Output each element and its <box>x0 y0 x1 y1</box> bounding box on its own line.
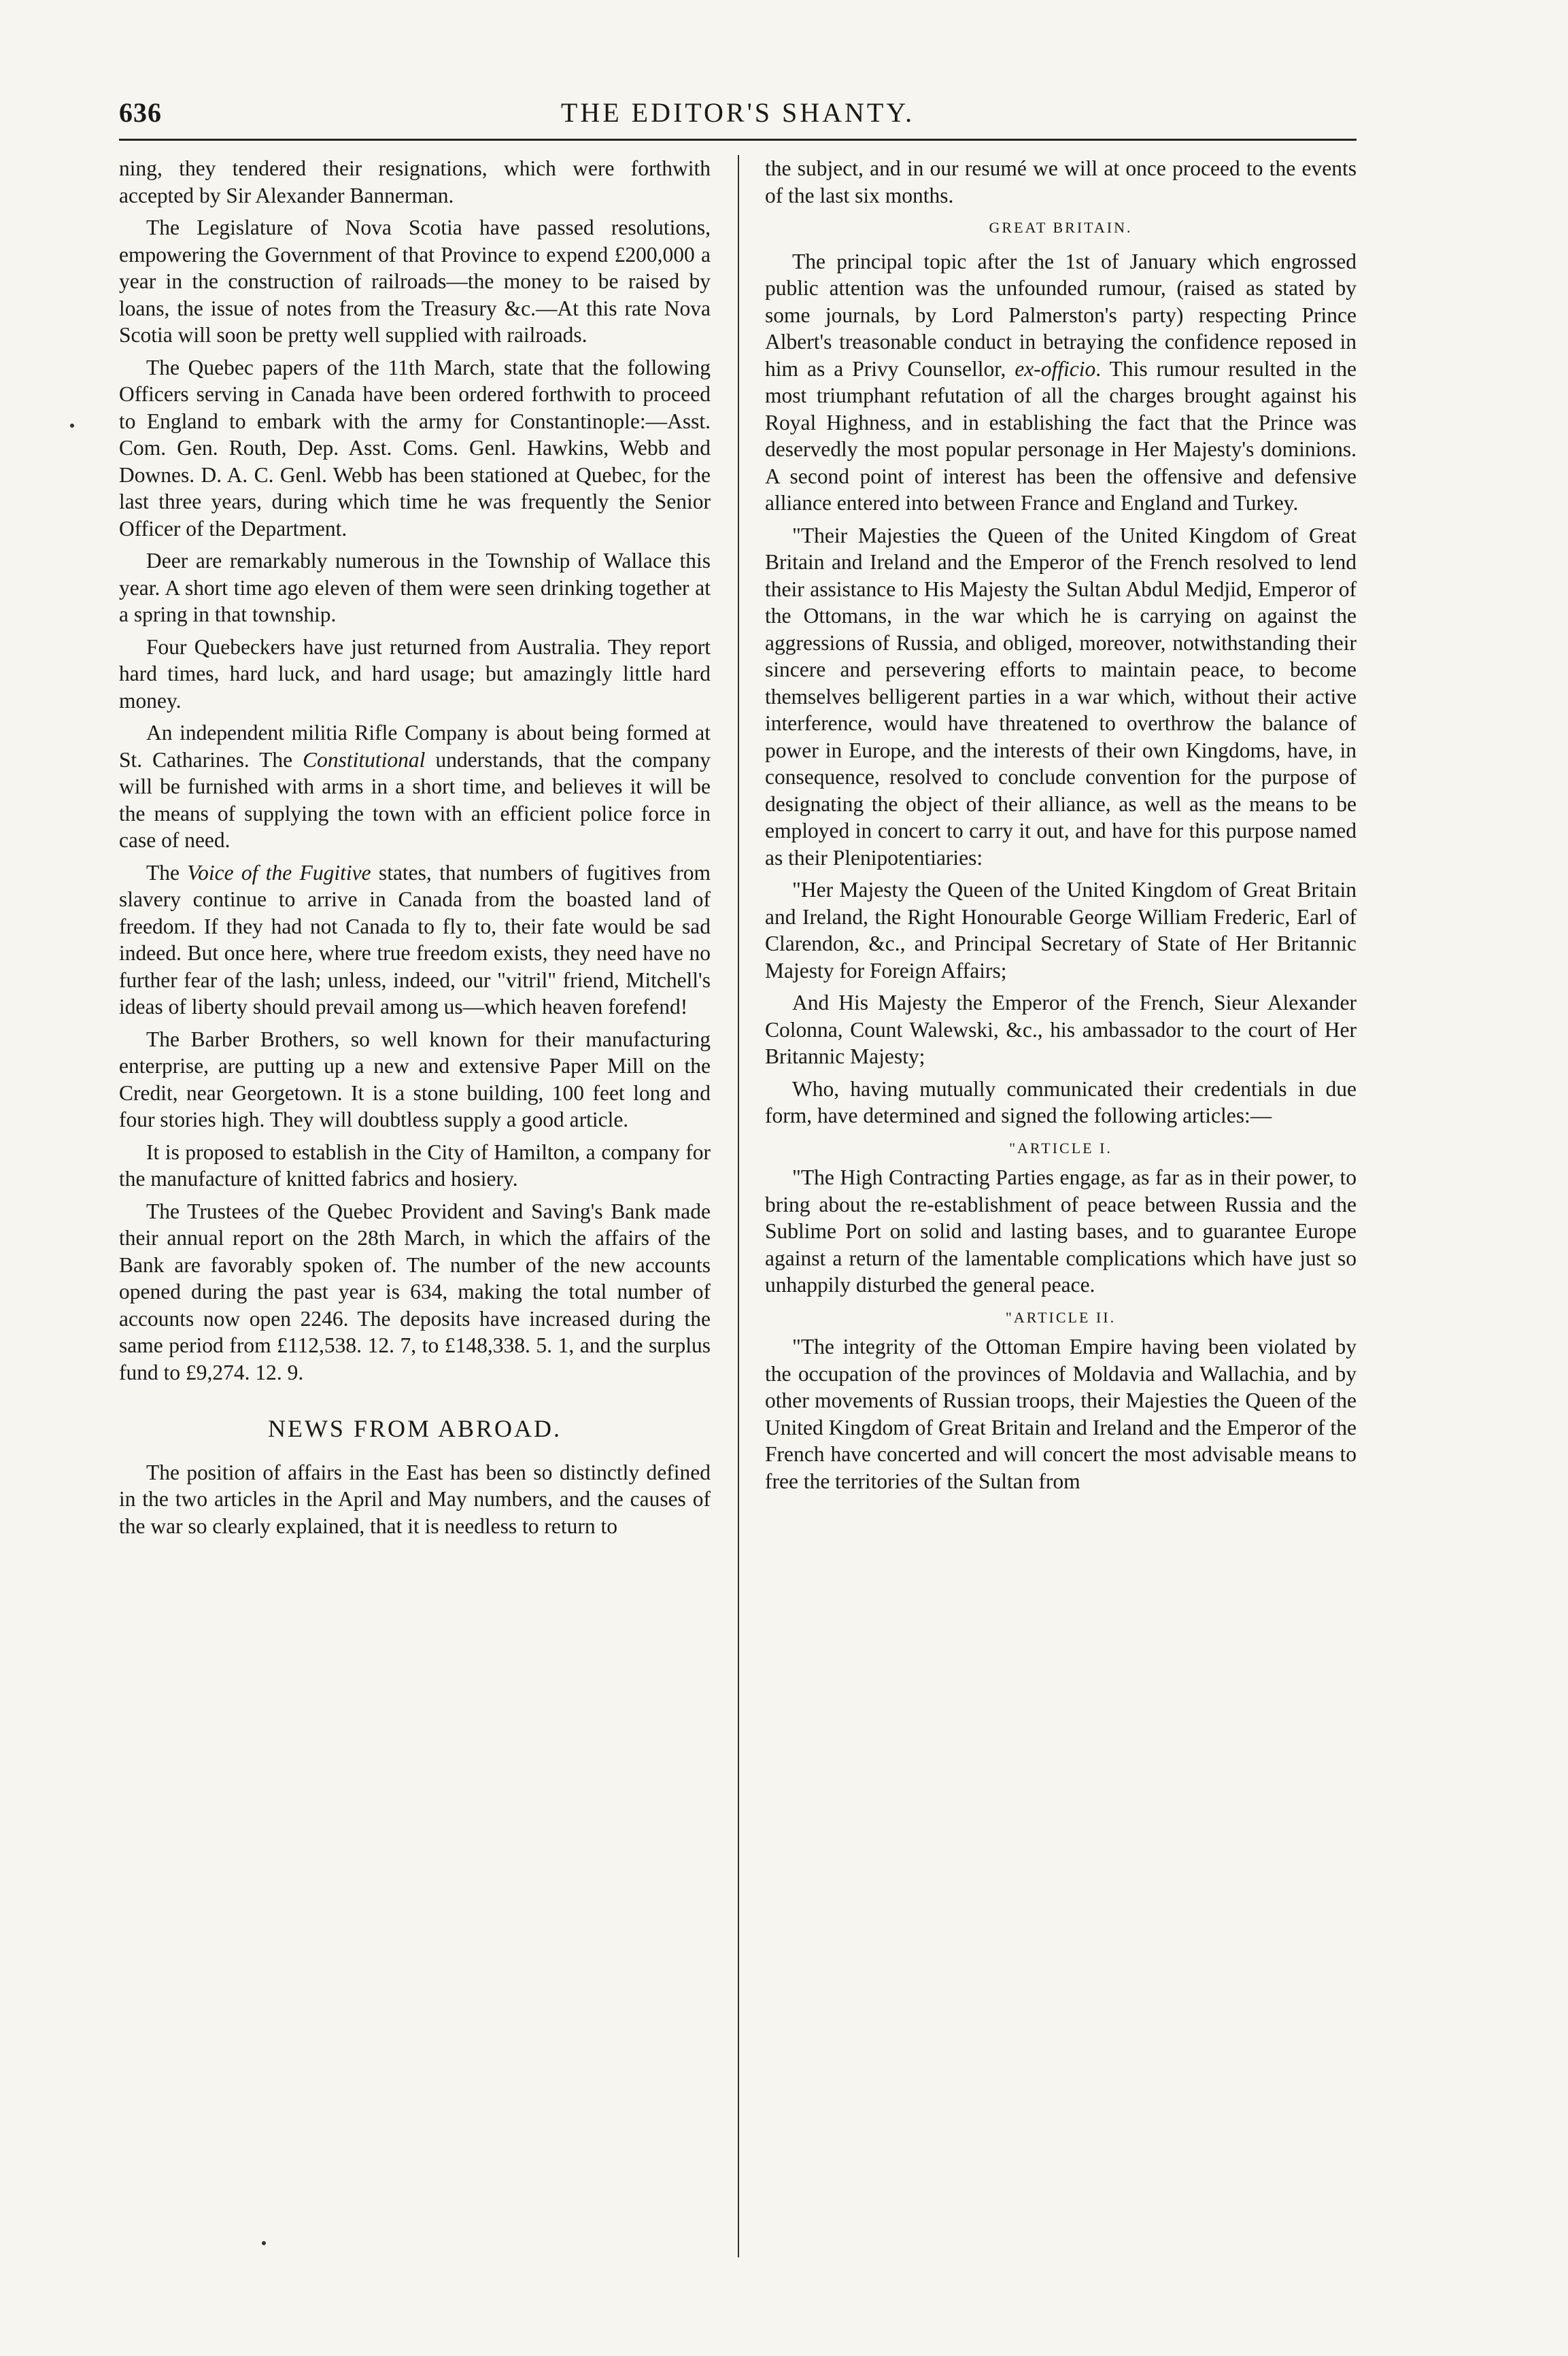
quote-paragraph: Who, having mutually communicated their credentials in due form, have determined and signed the following articles:— <box>765 1076 1357 1127</box>
quote-paragraph: "Their Majesties the Queen of the United Kingdom of Great Britain and Ireland and the Emperor of the French resolved to lend their assistance to His Majesty the Sultan Abdul Medjid, Emperor of the Ottomans, in the war which he is carrying on against the aggressions of Russia, and obliged, moreover, notwithstanding their sincere and persevering efforts to maintain peace, to become themselves belligerent parties in a war which, without their active interference, would have threatened to overthrow the balance of power in Europe, and the interests of their own Kingdoms, have, in consequence, resolved to conclude convention for the purpose of designating the object of their alliance, as well as the means to be employed in concert to carry it out, and have for this purpose named as their Plenipotentiaries: <box>765 523 1357 870</box>
paragraph: The Legislature of Nova Scotia have passed resolutions, empowering the Government of that Province to expend £200,000 a year in the construction of railroads—the money to be raised by loans, the issue of notes from the Treasury &c.—At this rate Nova Scotia will soon be pretty well supplied with railroads. <box>119 216 711 347</box>
text-columns <box>119 155 1357 2257</box>
italic-term: ex-officio <box>1015 356 1096 381</box>
paragraph: The Trustees of the Quebec Provident and Saving's Bank made their annual report on the 28th March, in which the affairs of the Bank are favorably spoken of. The number of the new accounts opened during the past year is 634, making the total number of accounts now open 2246. The deposits have increased during the same period from £112,538. 12. 7, to £148,338. 5. 1, and the surplus fund to £9,274. 12. 9. <box>119 1199 711 1384</box>
paragraph: Four Quebeckers have just returned from Australia. They report hard times, hard luck, and hard usage; but amazingly little hard money. <box>119 634 711 713</box>
paragraph: The Barber Brothers, so well known for their manufacturing enterprise, are putting up a new and extensive Paper Mill on the Credit, near Georgetown. It is a stone building, 100 feet long and four stories high. They will doubtless supply a good article. <box>119 1027 711 1131</box>
italic-title: Voice of the Fugitive <box>187 860 371 885</box>
ink-speck <box>70 424 74 428</box>
page-number: 636 <box>119 97 162 128</box>
text-run: understands, that the company will be furnished with arms in a short time, and believes it will be the means of supplying the town with an efficient police force in case of need. <box>119 747 711 852</box>
paragraph <box>119 719 711 854</box>
paragraph <box>765 248 1357 517</box>
article-heading: "ARTICLE I. <box>1009 1139 1112 1157</box>
text-run: An independent militia Rifle Company is about being formed at St. Catharines. The <box>119 721 711 772</box>
left-column <box>119 155 711 2257</box>
article-heading: "ARTICLE II. <box>1005 1308 1117 1326</box>
ink-speck <box>262 2241 266 2245</box>
article-paragraph: "The integrity of the Ottoman Empire having been violated by the occupation of the provinces of Moldavia and Wallachia, and by other movements of Russian troops, their Majesties the Queen of the United Kingdom of Great Britain and Ireland and the Emperor of the French have concerted and will concert the most advisable means to free the territories of the Sultan from <box>765 1335 1357 1493</box>
text-run: The <box>146 860 188 885</box>
right-column <box>765 155 1357 2257</box>
page-header <box>119 95 1357 141</box>
paragraph <box>119 859 711 1021</box>
italic-title: Constitutional <box>303 747 426 772</box>
subsection-heading: GREAT BRITAIN. <box>989 219 1133 236</box>
paragraph: ning, they tendered their resignations, which were forthwith accepted by Sir Alexander Bannerman. <box>119 156 711 207</box>
paragraph: It is proposed to establish in the City of Hamilton, a company for the manufacture of knitted fabrics and hosiery. <box>119 1140 711 1191</box>
section-heading: NEWS FROM ABROAD. <box>267 1415 562 1442</box>
paragraph: the subject, and in our resumé we will at once proceed to the events of the last six months. <box>765 156 1357 207</box>
paragraph: The position of affairs in the East has been so distinctly defined in the two articles in the April and May numbers, and the causes of the war so clearly explained, that it is needless to return to <box>119 1460 711 1538</box>
quote-paragraph: "Her Majesty the Queen of the United Kingdom of Great Britain and Ireland, the Right Honourable George William Frederic, Earl of Clarendon, &c., and Principal Secretary of State of Her Britannic Majesty for Foreign Affairs; <box>765 878 1357 983</box>
paragraph: The Quebec papers of the 11th March, state that the following Officers serving in Canada have been ordered forthwith to proceed to England to embark with the army for Constantinople:—Asst. Com. Gen. Routh, Dep. Asst. Coms. Genl. Hawkins, Webb and Downes. D. A. C. Genl. Webb has been stationed at Quebec, for the last three years, during which time he was frequently the Senior Officer of the Department. <box>119 355 711 541</box>
text-run: . This rumour resulted in the most triumphant refutation of all the charges brought against his Royal Highness, and in establishing the fact that the Prince was deservedly the most popular personage in Her Majesty's dominions. A second point of interest has been the offensive and defensive alliance entered into between France and England and Turkey. <box>765 356 1357 515</box>
quote-paragraph: And His Majesty the Emperor of the French, Sieur Alexander Colonna, Count Walewski, &c., his ambassador to the court of Her Britannic Majesty; <box>765 991 1357 1068</box>
running-title: THE EDITOR'S SHANTY. <box>560 97 915 128</box>
book-page <box>119 95 1357 2257</box>
paragraph: Deer are remarkably numerous in the Township of Wallace this year. A short time ago eleven of them were seen drinking together at a spring in that township. <box>119 549 711 626</box>
article-paragraph: "The High Contracting Parties engage, as far as in their power, to bring about the re-establishment of peace between Russia and the Sublime Port on solid and lasting bases, and to guarantee Europe against a return of the lamentable complications which have just so unhappily disturbed the general peace. <box>765 1165 1357 1297</box>
text-run: states, that numbers of fugitives from slavery continue to arrive in Canada from the boasted land of freedom. If they had not Canada to fly to, their fate would be sad indeed. But once here, where true freedom exists, they need have no further fear of the lash; unless, indeed, our "vitril" friend, Mitchell's ideas of liberty should prevail among us—which heaven forefend! <box>119 860 711 1019</box>
text-run: The principal topic after the 1st of January which engrossed public attention was the unfounded rumour, (raised as stated by some journals, by Lord Palmerston's party) respecting Prince Albert's treasonable conduct in betraying the confidence reposed in him as a Privy Counsellor, <box>765 249 1357 381</box>
